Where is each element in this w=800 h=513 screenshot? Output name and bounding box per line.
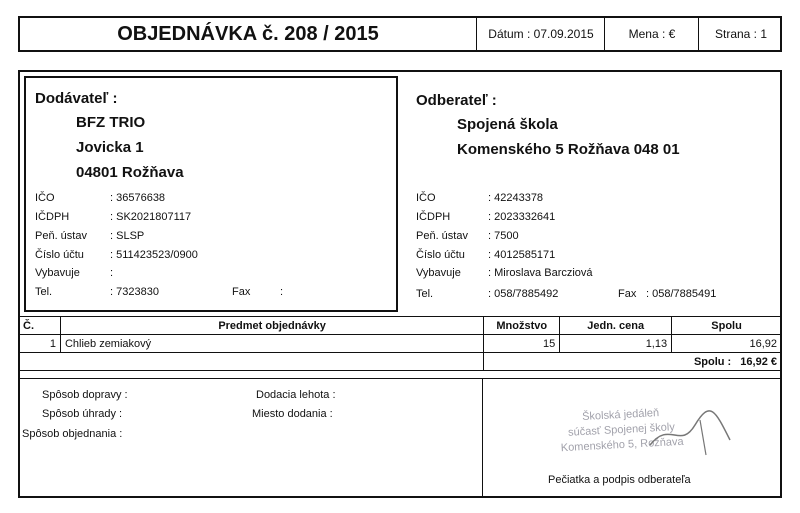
currency-field: Mena : € [604,18,699,50]
supplier-field-label: IČDPH [35,211,70,223]
page-field: Strana : 1 [698,18,783,50]
empty-row [19,353,782,371]
footer-divider [18,378,782,379]
col-header-item: Predmet objednávky [60,317,483,335]
supplier-fax-value: : [280,286,284,298]
customer-fax-value: : 058/7885491 [646,288,717,300]
row-number: 1 [19,335,61,353]
supplier-field-value: : [110,267,114,279]
customer-field-value: : 4012585171 [488,249,556,261]
supplier-street: Jovicka 1 [76,139,144,156]
customer-field-label: IČDPH [416,211,451,223]
supplier-field-value: : SK2021807117 [110,211,192,223]
signature-mark [640,400,740,460]
supplier-field-value: : SLSP [110,230,145,242]
customer-field-label: Tel. [416,288,434,300]
signature-label: Pečiatka a podpis odberateľa [548,474,691,486]
stamp-line: Komenského 5, Rožňava [560,435,684,455]
customer-field-value: : 058/7885492 [488,288,559,300]
supplier-field-label: Peň. ústav [35,230,87,242]
row-total: 16,92 [672,335,782,353]
row-quantity: 15 [484,335,560,353]
items-table [18,316,782,371]
delivery-term-label: Dodacia lehota : [256,389,336,401]
customer-fax-label: Fax [618,288,637,300]
customer-field-value: : 2023332641 [488,211,556,223]
customer-address: Komenského 5 Rožňava 048 01 [457,141,680,158]
stamp-line: Školská jedáleň [581,407,660,424]
supplier-field-label: Číslo účtu [35,249,84,261]
payment-method-label: Spôsob úhrady : [42,408,123,420]
sum-cell [484,353,782,371]
date-field: Dátum : 07.09.2015 [476,18,605,50]
delivery-place-label: Miesto dodania : [252,408,333,420]
delivery-method-label: Spôsob dopravy : [42,389,128,401]
signature-divider [482,378,483,498]
supplier-field-label: Tel. [35,286,53,298]
col-header-total: Spolu [672,317,782,335]
row-unit-price: 1,13 [560,335,672,353]
supplier-name: BFZ TRIO [76,114,146,131]
table-header-row [19,317,782,335]
customer-field-label: Číslo účtu [416,249,465,261]
header-bar [18,16,782,52]
supplier-field-value: : 511423523/0900 [110,249,198,261]
customer-field-label: Peň. ústav [416,230,468,242]
customer-field-value: : 7500 [488,230,519,242]
supplier-heading: Dodávateľ : [35,90,118,107]
customer-heading: Odberateľ : [416,92,497,109]
supplier-field-label: IČO [35,192,55,204]
col-header-quantity: Množstvo [484,317,560,335]
table-row [19,335,782,353]
supplier-box [24,76,398,312]
col-header-number: Č. [19,317,61,335]
customer-field-value: : 42243378 [488,192,544,204]
supplier-field-value: : 36576638 [110,192,166,204]
customer-name: Spojená škola [457,116,558,133]
order-title: OBJEDNÁVKA č. 208 / 2015 [117,22,379,45]
customer-field-label: IČO [416,192,436,204]
sum-label: Spolu : [693,355,732,368]
supplier-field-label: Vybavuje [35,267,80,279]
customer-field-value: : Miroslava Barcziová [488,267,593,279]
stamp-line: súčasť Spojenej školy [567,421,676,439]
supplier-fax-label: Fax [232,286,251,298]
col-header-unit-price: Jedn. cena [560,317,672,335]
supplier-field-value: : 7323830 [110,286,159,298]
sum-value: 16,92 € [740,355,777,368]
customer-field-label: Vybavuje [416,267,461,279]
supplier-city: 04801 Rožňava [76,164,184,181]
row-item: Chlieb zemiakový [60,335,483,353]
order-method-label: Spôsob objednania : [22,428,123,440]
